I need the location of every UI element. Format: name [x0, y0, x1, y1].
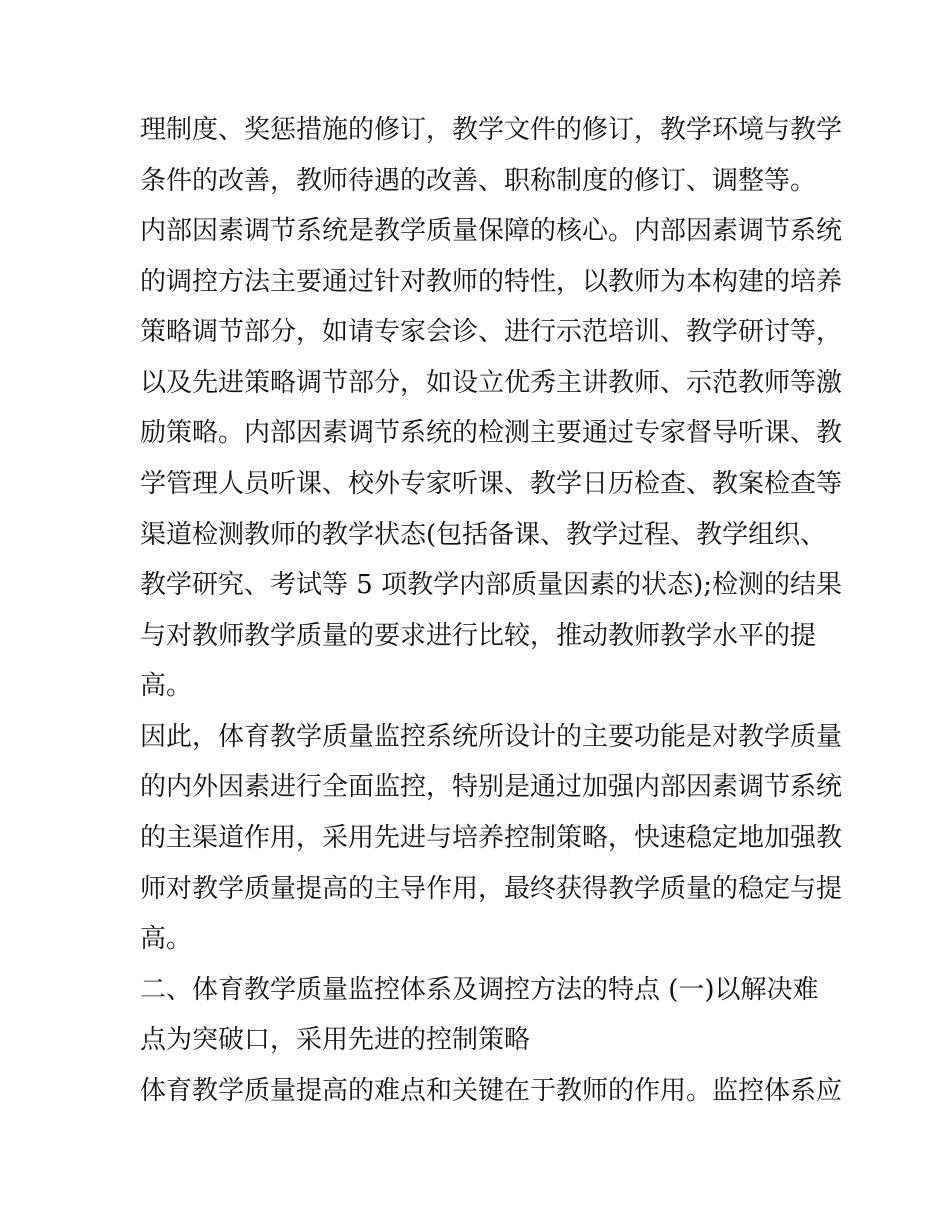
- text-line: 教学研究、考试等 5 项教学内部质量因素的状态);检测的结果: [140, 570, 842, 600]
- text-line: 的内外因素进行全面监控，特别是通过加强内部因素调节系统: [140, 772, 843, 802]
- text-line: 因此，体育教学质量监控系统所设计的主要功能是对教学质量: [140, 722, 843, 752]
- text-line: 高。: [140, 924, 193, 954]
- text-line: 理制度、奖惩措施的修订，教学文件的修订，教学环境与教学: [140, 115, 843, 145]
- text-line: 的调控方法主要通过针对教师的特性，以教师为本构建的培养: [140, 267, 843, 297]
- text-line: 学管理人员听课、校外专家听课、教学日历检查、教案检查等: [140, 469, 843, 499]
- section-heading-line: 点为突破口，采用先进的控制策略: [140, 1025, 531, 1055]
- text-line: 师对教学质量提高的主导作用，最终获得教学质量的稳定与提: [140, 874, 843, 904]
- text-line: 以及先进策略调节部分，如设立优秀主讲教师、示范教师等激: [140, 368, 843, 398]
- text-line: 的主渠道作用，采用先进与培养控制策略，快速稳定地加强教: [140, 823, 843, 853]
- text-line: 与对教师教学质量的要求进行比较，推动教师教学水平的提: [140, 621, 817, 651]
- text-line: 体育教学质量提高的难点和关键在于教师的作用。监控体系应: [140, 1076, 843, 1106]
- text-line: 策略调节部分，如请专家会诊、进行示范培训、教学研讨等，: [140, 317, 843, 347]
- text-line: 条件的改善，教师待遇的改善、职称制度的修订、调整等。: [140, 166, 817, 196]
- text-line: 励策略。内部因素调节系统的检测主要通过专家督导听课、教: [140, 418, 843, 448]
- text-line: 高。: [140, 671, 193, 701]
- section-heading-line: 二、体育教学质量监控体系及调控方法的特点 (一)以解决难: [140, 975, 819, 1005]
- text-line: 内部因素调节系统是教学质量保障的核心。内部因素调节系统: [140, 216, 843, 246]
- text-line: 渠道检测教师的教学状态(包括备课、教学过程、教学组织、: [140, 520, 827, 550]
